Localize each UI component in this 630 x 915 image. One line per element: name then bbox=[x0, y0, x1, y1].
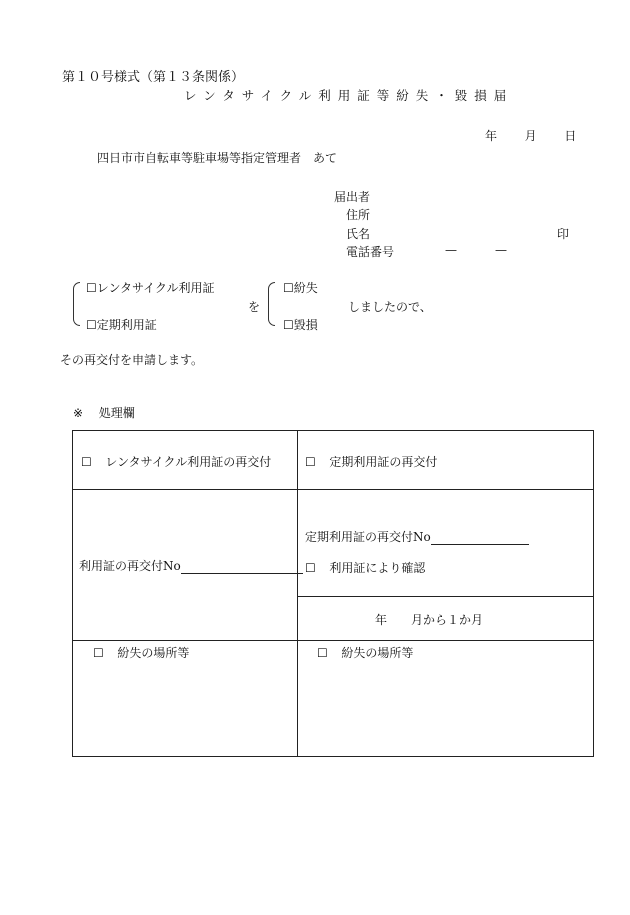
option-label: 紛失 bbox=[293, 281, 318, 295]
lost-place-right-label: 紛失の場所等 bbox=[341, 646, 414, 660]
choice-suffix: しましたので、 bbox=[348, 300, 432, 314]
form-number: 第１０号様式（第１３条関係） bbox=[62, 70, 245, 85]
confirm-by-pass bbox=[305, 559, 425, 576]
left-reissue-no-field[interactable] bbox=[181, 560, 303, 574]
phone-label: 電話番号 bbox=[346, 245, 395, 259]
option-lost[interactable] bbox=[283, 279, 318, 296]
seal-mark: 印 bbox=[557, 227, 570, 241]
lost-place-left bbox=[93, 644, 189, 661]
processing-label bbox=[73, 404, 135, 421]
left-bracket bbox=[73, 282, 80, 326]
date-day-label: 日 bbox=[564, 129, 577, 143]
checkbox-icon[interactable]: ☐ bbox=[305, 561, 316, 575]
name-label: 氏名 bbox=[346, 227, 371, 241]
option-label: レンタサイクル利用証 bbox=[96, 281, 215, 295]
table-divider-row1 bbox=[73, 489, 593, 490]
checkbox-icon: ☐ bbox=[283, 318, 294, 332]
phone-separator: — bbox=[445, 243, 457, 257]
date-year-label: 年 bbox=[485, 129, 498, 143]
row1-left-cell bbox=[81, 453, 271, 470]
date-line bbox=[485, 127, 576, 144]
checkbox-icon[interactable]: ☐ bbox=[305, 455, 316, 469]
date-month-label: 月 bbox=[524, 129, 537, 143]
option-label: 毀損 bbox=[293, 318, 318, 332]
checkbox-icon: ☐ bbox=[86, 318, 97, 332]
lost-place-right bbox=[317, 644, 413, 661]
option-damaged[interactable] bbox=[283, 316, 318, 333]
asterisk-mark: ※ bbox=[73, 406, 84, 420]
checkbox-icon[interactable]: ☐ bbox=[93, 646, 104, 660]
option-regular-pass[interactable] bbox=[86, 316, 157, 333]
checkbox-icon: ☐ bbox=[86, 281, 97, 295]
addressee: 四日市市自転車等駐車場等指定管理者 あて bbox=[97, 151, 338, 165]
table-divider-row3 bbox=[73, 640, 593, 641]
phone-separator: — bbox=[495, 243, 507, 257]
confirm-by-pass-label: 利用証により確認 bbox=[329, 561, 426, 575]
lost-place-left-label: 紛失の場所等 bbox=[117, 646, 190, 660]
rental-reissue-label: レンタサイクル利用証の再交付 bbox=[105, 455, 272, 469]
right-reissue-no-label: 定期利用証の再交付No bbox=[305, 530, 431, 544]
right-bracket bbox=[268, 282, 275, 326]
checkbox-icon[interactable]: ☐ bbox=[317, 646, 328, 660]
left-reissue-number bbox=[79, 557, 303, 574]
right-reissue-no-field[interactable] bbox=[431, 531, 529, 545]
address-label: 住所 bbox=[346, 208, 371, 222]
row1-right-cell bbox=[305, 453, 437, 470]
right-reissue-number bbox=[305, 528, 529, 545]
table-divider-right-mid bbox=[297, 596, 593, 597]
processing-table bbox=[72, 430, 594, 757]
particle-wo: を bbox=[248, 300, 261, 314]
regular-reissue-label: 定期利用証の再交付 bbox=[329, 455, 438, 469]
option-rental-cycle-pass[interactable] bbox=[86, 279, 215, 296]
validity-period: 年 月から１か月 bbox=[375, 613, 484, 627]
left-reissue-no-label: 利用証の再交付No bbox=[79, 559, 181, 573]
applicant-label: 届出者 bbox=[334, 190, 371, 204]
table-divider-vertical bbox=[297, 431, 298, 757]
request-text: その再交付を申請します。 bbox=[60, 353, 204, 367]
option-label: 定期利用証 bbox=[96, 318, 157, 332]
checkbox-icon: ☐ bbox=[283, 281, 294, 295]
processing-label-text: 処理欄 bbox=[98, 406, 135, 420]
checkbox-icon[interactable]: ☐ bbox=[81, 455, 92, 469]
page-title: レンタサイクル利用証等紛失・毀損届 bbox=[184, 88, 514, 103]
